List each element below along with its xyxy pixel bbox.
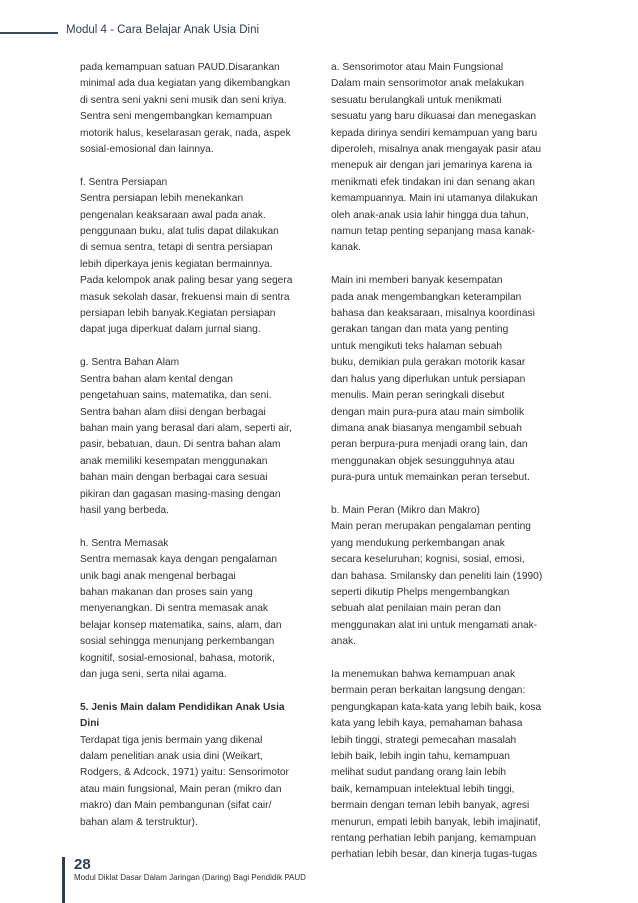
footer-publication-title: Modul Diklat Dasar Dalam Jaringan (Daring) Bagi Pendidik PAUD [74,873,306,882]
text-line: buku, demikian pula gerakan motorik kasar [331,357,526,369]
text-line: sesuatu berulangkali untuk menikmati [331,94,502,106]
text-line: dan bahasa. Smilansky dan peneliti lain (1990) [331,570,543,582]
text-line: menggunakan alat ini untuk mengamati anak- [331,619,538,631]
text-line: dalam penelitian anak usia dini (Weikart, [80,751,263,762]
text-line: bahan main dengan berbagai cara sesuai [80,472,268,484]
text-line: Ia menemukan bahwa kemampuan anak [331,668,516,680]
text-line: Main ini memberi banyak kesempatan [331,275,503,287]
text-line: lebih baik, lebih ingin tahu, kemampuan [331,751,510,763]
text-line: pengungkapan kata-kata yang lebih baik, kosa [331,701,542,713]
text-line: baik, kemampuan intelektual lebih tinggi, [331,783,515,795]
text-line: di sentra seni yakni seni musik dan seni kriya. [80,94,287,106]
text-line: a. Sensorimotor atau Main Fungsional [331,62,504,73]
text-line: Sentra seni mengembangkan kemampuan [80,111,272,123]
text-line: anak. [331,636,356,648]
text-line: bahan makanan dan proses sain yang [80,586,253,598]
text-line: rentang perhatian lebih panjang, kemampuan [331,833,537,845]
paragraph-gap [80,339,310,355]
text-line: bahan main yang berasal dari alam, seperti air, [80,422,292,434]
text-line: melihat sudut pandang orang lain lebih [331,767,507,779]
text-line: lebih diperkaya jenis kegiatan bermainnya. [80,258,273,270]
text-line: menulis. Main peran seringkali disebut [331,390,505,402]
text-line: f. Sentra Persiapan [80,176,168,188]
text-line: atau main fungsional, Main peran (mikro dan [80,783,282,795]
right-text-column [331,60,561,864]
text-line: gerakan tangan dan mata yang penting [331,324,509,336]
text-line: masuk sekolah dasar, frekuensi main di sentra [80,291,290,303]
text-line: minimal ada dua kegiatan yang dikembangkan [80,78,291,90]
text-line: Sentra persiapan lebih menekankan [80,193,244,205]
page-number: 28 [74,856,91,873]
text-line: namun tetap penting sepanjang masa kanak- [331,226,535,238]
text-line: kemampuannya. Main ini utamanya dilakukan [331,193,538,205]
text-line: secara keseluruhan; kognisi, sosial, emosi, [331,554,525,566]
text-line: pengetahuan sains, matematika, dan seni. [80,390,272,402]
text-line: Pada kelompok anak paling besar yang segera [80,275,293,287]
text-line: dengan main pura-pura atau main simbolik [331,406,525,418]
text-line: Rodgers, & Adcock, 1971) yaitu: Sensorimotor [80,767,289,779]
text-line: 5. Jenis Main dalam Pendidikan Anak Usia [80,701,285,713]
text-line: Terdapat tiga jenis bermain yang dikenal [80,734,263,746]
text-line: belajar konsep matematika, sains, alam, dan [80,619,282,631]
paragraph-gap [331,487,561,503]
text-line: persiapan lebih banyak.Kegiatan persiapan [80,308,276,320]
text-line: menyenangkan. Di sentra memasak anak [80,603,269,615]
text-line: pada anak mengembangkan keterampilan [331,291,522,303]
text-line: bermain peran berkaitan langsung dengan: [331,685,526,697]
text-line: Dalam main sensorimotor anak melakukan [331,78,525,90]
paragraph-gap [331,257,561,273]
text-line: dan halus yang diperlukan untuk persiapan [331,373,526,385]
text-line: peran berpura-pura menjadi orang lain, dan [331,439,528,451]
text-line: sosial-emosional dan lainnya. [80,144,214,156]
text-line: kepada dirinya sendiri kemampuan yang baru [331,127,538,139]
text-line: menepuk air dengan jari jemarinya karena ia [331,160,533,172]
paragraph-gap [331,651,561,667]
text-line: pikiran dan gagasan masing-masing dengan [80,488,281,500]
text-line: untuk mengikuti teks halaman sebuah [331,340,503,352]
text-line: bahasa dan keaksaraan, misalnya koordinasi [331,308,535,320]
text-line: h. Sentra Memasak [80,537,169,549]
text-line: oleh anak-anak usia lahir hingga dua tahun, [331,209,529,221]
text-line: yang mendukung perkembangan anak [331,537,505,549]
text-line: kognitif, sosial-emosional, bahasa, motorik, [80,652,275,664]
text-line: motorik halus, keselarasan gerak, nada, aspek [80,127,291,139]
text-line: b. Main Peran (Mikro dan Makro) [331,504,480,516]
text-line: sosial sehingga menunjang perkembangan [80,636,275,648]
text-line: anak memiliki kesempatan menggunakan [80,455,268,467]
text-line: dan juga seni, serta nilai agama. [80,668,227,680]
text-line: pengenalan keaksaraan awal pada anak. [80,209,266,221]
text-line: di semua sentra, tetapi di sentra persiapan [80,242,273,254]
text-line: menikmati efek tindakan ini dan senang akan [331,176,535,188]
left-text-column [80,60,310,831]
text-line: seperti dikutip Phelps mengembangkan [331,586,510,598]
text-line: menurun, empati lebih banyak, lebih imajinatif, [331,816,541,828]
text-line: perhatian lebih besar, dan kinerja tugas-tugas [331,849,538,861]
text-line: Sentra bahan alam diisi dengan berbagai [80,406,266,418]
module-title: Modul 4 - Cara Belajar Anak Usia Dini [66,24,260,36]
text-line: menggunakan objek sesungguhnya atau [331,455,515,467]
text-line: dapat juga diperkuat dalam jurnal siang. [80,324,261,336]
text-line: Sentra bahan alam kental dengan [80,373,233,385]
text-line: kanak. [331,242,362,254]
paragraph-gap [80,158,310,174]
text-line: pada kemampuan satuan PAUD.Disarankan [80,62,280,73]
text-line: hasil yang berbeda. [80,504,169,516]
header-rule [0,32,58,34]
text-line: penggunaan buku, alat tulis dapat dilakukan [80,226,279,238]
text-line: dimana anak biasanya mengambil sebuah [331,422,522,434]
text-line: Dini [80,718,100,730]
text-line: pasir, bebatuan, daun. Di sentra bahan alam [80,439,281,451]
text-line: pura-pura untuk memainkan peran tersebut. [331,472,530,484]
paragraph-gap [80,519,310,535]
text-line: Main peran merupakan pengalaman penting [331,521,531,533]
text-line: bahan alam & terstruktur). [80,816,198,828]
text-line: Sentra memasak kaya dengan pengalaman [80,554,278,566]
text-line: kata yang lebih kaya, pemahaman bahasa [331,718,523,730]
text-line: makro) dan Main pembangunan (sifat cair/ [80,800,272,812]
text-line: g. Sentra Bahan Alam [80,357,180,369]
text-line: sesuatu yang baru dikuasai dan menegaskan [331,111,537,123]
text-line: lebih tinggi, strategi pemecahan masalah [331,734,517,746]
text-line: unik bagi anak mengenal berbagai [80,570,236,582]
text-line: sebuah alat penilaian main peran dan [331,603,501,615]
footer-accent-bar [62,857,65,903]
text-line: diperoleh, misalnya anak mengayak pasir atau [331,144,542,156]
paragraph-gap [80,683,310,699]
text-line: bermain dengan teman lebih banyak, agresi [331,800,530,812]
